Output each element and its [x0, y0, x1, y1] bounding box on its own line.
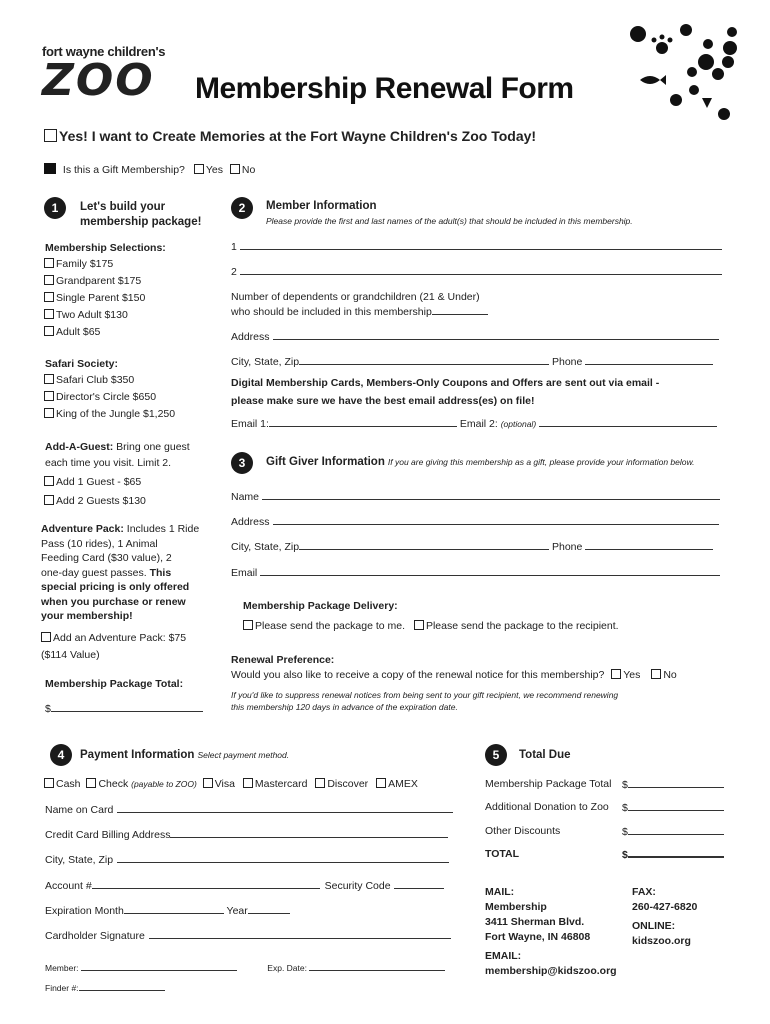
fax-block	[632, 885, 697, 949]
gift-question: Is this a Gift Membership?	[62, 164, 185, 176]
mail-block	[485, 885, 617, 979]
email-heading: EMAIL:	[485, 950, 522, 962]
add-guest-block	[45, 439, 205, 471]
guest-label: Add 1 Guest - $65	[56, 476, 142, 488]
section-1-title	[80, 200, 201, 230]
adventure-heading: Adventure Pack:	[41, 523, 124, 535]
security-code-field[interactable]	[394, 879, 444, 889]
total-row-prefix: $	[622, 826, 628, 838]
member-label: Member:	[45, 963, 79, 973]
giver-phone-field[interactable]	[585, 540, 713, 550]
selection-item[interactable]	[44, 275, 145, 292]
total-row[interactable]	[485, 825, 725, 837]
safari-list	[44, 374, 175, 425]
visa-label: Visa	[214, 778, 235, 790]
adventure-value: ($114 Value)	[41, 649, 100, 661]
adventure-text: Feeding Card ($30 value), 2	[41, 552, 172, 564]
amex-checkbox[interactable]	[376, 778, 386, 788]
selection-checkbox[interactable]	[44, 275, 54, 285]
amex-label: AMEX	[388, 778, 418, 790]
signature-field[interactable]	[45, 929, 451, 942]
member-city-field[interactable]	[231, 355, 713, 368]
cash-label: Cash	[56, 778, 81, 790]
expiration-month-field[interactable]	[124, 904, 224, 914]
paw-icon	[652, 35, 673, 55]
guest-list	[44, 476, 146, 512]
section-3-header	[266, 456, 695, 468]
selection-item[interactable]	[44, 292, 145, 309]
section-1-title-line2: membership package!	[80, 216, 202, 228]
adventure-text: one-day guest passes.	[41, 566, 147, 579]
finder-field[interactable]	[79, 983, 165, 991]
mastercard-label: Mastercard	[254, 778, 308, 790]
guest-label: Add 2 Guests $130	[56, 495, 146, 507]
member-phone-field[interactable]	[585, 355, 713, 365]
memories-row	[44, 128, 536, 144]
email1-label: Email 1:	[231, 418, 269, 430]
fax-number: 260-427-6820	[632, 901, 698, 913]
delivery-me-label: Please send the package to me.	[255, 620, 406, 632]
delivery-me-checkbox[interactable]	[243, 620, 253, 630]
total-row-prefix: $	[622, 779, 628, 791]
section-5-title: Total Due	[519, 749, 571, 761]
giver-city-field[interactable]	[231, 540, 713, 553]
safari-label: Director's Circle $650	[56, 391, 157, 403]
contact-email[interactable]: membership@kidszoo.org	[485, 965, 617, 977]
member-address-field[interactable]	[231, 330, 719, 343]
guest-item[interactable]	[44, 495, 146, 512]
adventure-text: Includes 1 Ride	[126, 523, 200, 535]
check-checkbox[interactable]	[86, 778, 96, 788]
selection-label: Two Adult $130	[56, 309, 128, 321]
total-row[interactable]	[485, 778, 725, 790]
giver-address-field[interactable]	[231, 515, 719, 528]
logo-top-text: fort wayne children's	[42, 44, 166, 59]
safari-checkbox[interactable]	[44, 391, 54, 401]
adventure-text: Pass (10 rides), 1 Animal	[41, 537, 158, 550]
guest-checkbox[interactable]	[44, 476, 54, 486]
section-4-subtitle: Select payment method.	[197, 750, 290, 760]
security-code-label: Security Code	[324, 880, 391, 892]
renewal-no-checkbox[interactable]	[651, 669, 661, 679]
guest-item[interactable]	[44, 476, 146, 493]
total-row-label: Additional Donation to Zoo	[485, 801, 609, 813]
account-label: Account #	[45, 880, 92, 892]
grand-total-label: TOTAL	[485, 848, 520, 860]
safari-checkbox[interactable]	[44, 408, 54, 418]
adventure-bold-text: your membership!	[41, 610, 133, 622]
mail-line: Membership	[485, 901, 547, 913]
package-total-field[interactable]	[45, 702, 203, 715]
delivery-options	[243, 620, 619, 632]
logo-main-text: ZOO	[42, 55, 155, 106]
package-total-prefix: $	[45, 703, 51, 715]
renewal-yes-checkbox[interactable]	[611, 669, 621, 679]
cash-checkbox[interactable]	[44, 778, 54, 788]
discover-label: Discover	[327, 778, 369, 790]
selection-label: Grandparent $175	[56, 275, 142, 287]
grand-total-prefix: $	[622, 849, 628, 861]
dependents-text: who should be included in this membership	[231, 306, 432, 318]
renewal-note-2: this membership 120 days in advance of the expiration date.	[231, 702, 458, 712]
page-title: Membership Renewal Form	[195, 72, 574, 105]
section-4-badge: 4	[50, 744, 72, 766]
digital-notice-2: please make sure we have the best email address(es) on file!	[231, 395, 535, 407]
giver-email-label: Email	[231, 567, 258, 579]
safari-heading: Safari Society:	[45, 358, 118, 370]
gift-no-label: No	[241, 164, 256, 176]
safari-item[interactable]	[44, 374, 175, 391]
giver-email-field[interactable]	[231, 566, 720, 579]
payment-methods	[44, 778, 418, 790]
memories-label: Yes! I want to Create Memories at the Fort Wayne Children's Zoo Today!	[59, 128, 537, 144]
selection-checkbox[interactable]	[44, 326, 54, 336]
delivery-recipient-label: Please send the package to the recipient.	[425, 620, 619, 632]
add-guest-heading: Add-A-Guest:	[45, 441, 114, 453]
guest-checkbox[interactable]	[44, 495, 54, 505]
email2-label: Email 2:	[459, 418, 498, 430]
total-row[interactable]	[485, 801, 725, 813]
section-2-badge: 2	[231, 197, 253, 219]
section-2-subtitle: Please provide the first and last names of the adult(s) that should be included in this membership.	[266, 216, 633, 226]
gift-row	[44, 163, 255, 176]
billing-address-field[interactable]	[45, 828, 448, 841]
gift-yes-checkbox[interactable]	[194, 164, 204, 174]
delivery-heading: Membership Package Delivery:	[243, 600, 398, 612]
member-2-label: 2	[231, 266, 237, 278]
member-field[interactable]	[81, 963, 237, 971]
spiral-icon	[630, 26, 646, 42]
safari-item[interactable]	[44, 391, 175, 408]
renewal-question: Would you also like to receive a copy of the renewal notice for this membership?	[231, 669, 605, 681]
animal-icons-decoration	[620, 18, 740, 128]
finder-label: Finder #:	[45, 983, 79, 993]
zoo-logo	[42, 44, 182, 110]
member-1-label: 1	[231, 241, 237, 253]
account-row	[45, 879, 444, 892]
package-total-label: Membership Package Total:	[45, 678, 184, 690]
member-name-1-field[interactable]	[231, 240, 722, 253]
fish-icon	[640, 75, 666, 85]
dependents-label	[231, 290, 488, 320]
total-row-label: Other Discounts	[485, 825, 561, 837]
discover-checkbox[interactable]	[315, 778, 325, 788]
signature-label: Cardholder Signature	[45, 930, 145, 942]
drop-icon	[702, 98, 712, 108]
adventure-bold-text: special pricing is only offered	[41, 581, 190, 593]
safari-checkbox[interactable]	[44, 374, 54, 384]
delivery-recipient-checkbox[interactable]	[414, 620, 424, 630]
total-row-prefix: $	[622, 802, 628, 814]
phone-label: Phone	[552, 356, 583, 368]
section-5-badge: 5	[485, 744, 507, 766]
section-4-title: Payment Information	[80, 749, 195, 761]
renewal-yes-label: Yes	[623, 669, 641, 681]
selection-item[interactable]	[44, 258, 145, 275]
giver-name-field[interactable]	[231, 490, 720, 503]
selection-checkbox[interactable]	[44, 292, 54, 302]
section-2-title: Member Information	[266, 200, 377, 212]
office-use-row	[45, 963, 445, 973]
selection-label: Adult $65	[56, 326, 101, 338]
safari-item[interactable]	[44, 408, 175, 425]
mail-line: 3411 Sherman Blvd.	[485, 916, 585, 928]
selection-checkbox[interactable]	[44, 309, 54, 319]
email1-field[interactable]	[269, 417, 457, 427]
check-label: Check	[98, 778, 129, 790]
selection-item[interactable]	[44, 326, 145, 343]
member-name-2-field[interactable]	[231, 265, 722, 278]
check-note: (payable to ZOO)	[131, 779, 197, 789]
address-label: Address	[231, 331, 270, 343]
section-3-title: Gift Giver Information	[266, 456, 385, 468]
memories-checkbox[interactable]	[44, 129, 57, 142]
giver-phone-label: Phone	[552, 541, 583, 553]
shell-icon	[670, 94, 682, 106]
renewal-no-label: No	[663, 669, 677, 681]
safari-label: Safari Club $350	[56, 374, 135, 386]
dependents-field[interactable]	[432, 305, 488, 315]
account-field[interactable]	[92, 879, 320, 889]
expiration-row	[45, 904, 290, 917]
section-3-subtitle: If you are giving this membership as a gift, please provide your information below.	[387, 457, 695, 467]
total-row-label: Membership Package Total	[485, 778, 612, 790]
email2-field[interactable]	[539, 417, 717, 427]
mail-heading: MAIL:	[485, 886, 515, 898]
giver-name-label: Name	[231, 491, 260, 503]
selection-checkbox[interactable]	[44, 258, 54, 268]
renewal-question-row	[231, 669, 677, 681]
payment-city-label: City, State, Zip	[45, 854, 114, 866]
section-3-badge: 3	[231, 452, 253, 474]
email-fields	[231, 417, 717, 430]
mastercard-checkbox[interactable]	[243, 778, 253, 788]
renewal-note	[231, 689, 618, 713]
year-field[interactable]	[248, 904, 290, 914]
finder-row	[45, 983, 165, 993]
selection-label: Single Parent $150	[56, 292, 146, 304]
add-guest-desc-2: each time you visit. Limit 2.	[45, 457, 172, 469]
year-label: Year	[226, 905, 248, 917]
adventure-bold-text: when you purchase or renew	[41, 595, 186, 608]
selection-label: Family $175	[56, 258, 114, 270]
dependents-text: Number of dependents or grandchildren (21 & Under)	[231, 291, 480, 303]
membership-selections-list	[44, 258, 145, 343]
visa-checkbox[interactable]	[203, 778, 213, 788]
adventure-checkbox[interactable]	[41, 632, 51, 642]
exp-date-field[interactable]	[309, 963, 445, 971]
giver-city-label: City, State, Zip	[231, 541, 300, 553]
renewal-note-1: If you'd like to suppress renewal notices from being sent to your gift recipient, we recommend renewing	[231, 690, 619, 700]
gift-no-checkbox[interactable]	[230, 164, 240, 174]
name-on-card-label: Name on Card	[45, 804, 114, 816]
section-1-title-line1: Let's build your	[80, 201, 166, 213]
membership-selections-heading: Membership Selections:	[45, 242, 166, 254]
adventure-option[interactable]	[41, 630, 186, 664]
exp-date-label: Exp. Date:	[267, 963, 307, 973]
gift-yes-label: Yes	[205, 164, 223, 176]
grand-total-row[interactable]	[485, 848, 725, 860]
section-1-badge: 1	[44, 197, 66, 219]
safari-label: King of the Jungle $1,250	[56, 408, 176, 420]
city-label: City, State, Zip	[231, 356, 300, 368]
gift-icon	[44, 163, 56, 174]
selection-item[interactable]	[44, 309, 145, 326]
name-on-card-field[interactable]	[45, 803, 453, 816]
mail-line: Fort Wayne, IN 46808	[485, 931, 591, 943]
fax-heading: FAX:	[632, 886, 656, 898]
digital-notice-1: Digital Membership Cards, Members-Only Coupons and Offers are sent out via email -	[231, 377, 660, 389]
adventure-bold-text: This	[149, 566, 172, 579]
payment-city-field[interactable]	[45, 853, 449, 866]
section-4-header	[80, 749, 289, 761]
expiration-label: Expiration Month	[45, 905, 124, 917]
giver-address-label: Address	[231, 516, 270, 528]
add-guest-desc: Bring one guest	[116, 441, 190, 453]
optional-label: (optional)	[500, 419, 537, 429]
renewal-heading: Renewal Preference:	[231, 654, 335, 666]
digital-notice	[231, 374, 659, 410]
online-heading: ONLINE:	[632, 920, 676, 932]
billing-address-label: Credit Card Billing Address	[45, 829, 171, 841]
adventure-pack-block	[41, 522, 211, 624]
online-link[interactable]: kidszoo.org	[632, 935, 691, 947]
adventure-option-label: Add an Adventure Pack: $75	[53, 632, 187, 644]
